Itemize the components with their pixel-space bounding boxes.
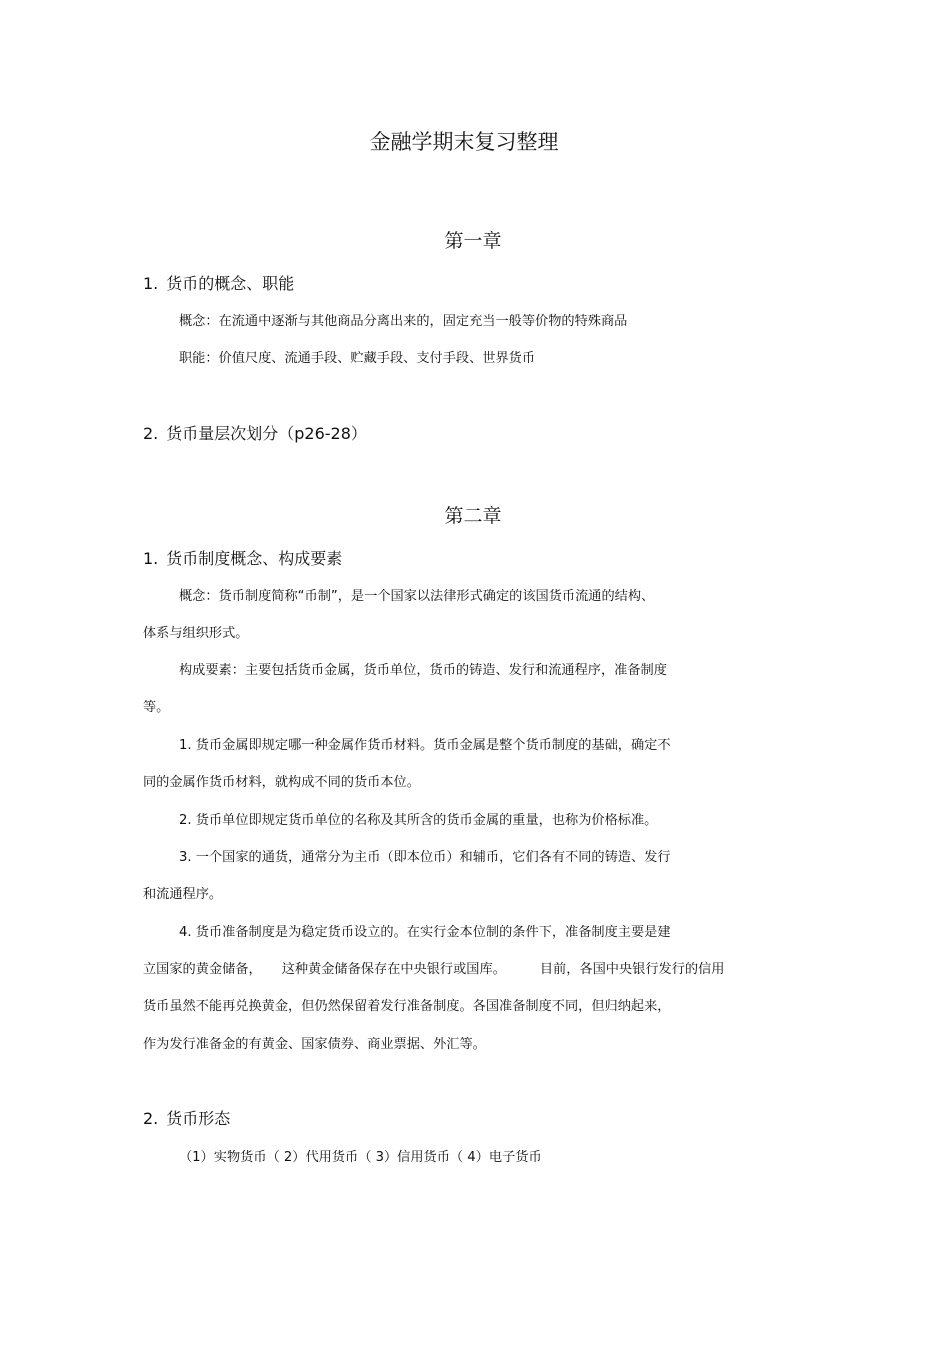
paragraph-line: 3. 一个国家的通货，通常分为主币（即本位币）和辅币，它们各有不同的铸造、发行 bbox=[179, 850, 671, 865]
section-number: 1. bbox=[143, 549, 159, 568]
paragraph-line bbox=[143, 960, 725, 980]
paragraph-line: 和流通程序。 bbox=[143, 887, 223, 902]
paragraph-line: 概念：货币制度简称“币制”，是一个国家以法律形式确定的该国货币流通的结构、 bbox=[179, 589, 655, 604]
text-segment: 目前，各国中央银行发行的信用 bbox=[539, 962, 725, 977]
paragraph-line: 概念：在流通中逐渐与其他商品分离出来的，固定充当一般等价物的特殊商品 bbox=[179, 314, 628, 329]
section-heading bbox=[143, 272, 294, 296]
paragraph-line: 构成要素：主要包括货币金属，货币单位，货币的铸造、发行和流通程序，准备制度 bbox=[179, 663, 667, 678]
section-number: 1. bbox=[143, 274, 159, 293]
chapter-heading-2: 第二章 bbox=[444, 505, 502, 527]
paragraph-line: 货币虽然不能再兑换黄金，但仍然保留着发行准备制度。各国准备制度不同，但归纳起来， bbox=[143, 999, 671, 1014]
section-heading bbox=[143, 422, 367, 446]
document-title: 金融学期末复习整理 bbox=[369, 130, 559, 154]
section-number: 2. bbox=[143, 424, 159, 443]
section-title: 货币形态 bbox=[166, 1109, 231, 1128]
section-heading bbox=[143, 1107, 230, 1131]
paragraph-line: 职能：价值尺度、流通手段、贮藏手段、支付手段、世界货币 bbox=[179, 351, 536, 366]
section-title: 货币的概念、职能 bbox=[166, 274, 295, 293]
section-number: 2. bbox=[143, 1109, 159, 1128]
paragraph-line: 体系与组织形式。 bbox=[143, 626, 249, 641]
paragraph-line: 2. 货币单位即规定货币单位的名称及其所含的货币金属的重量，也称为价格标准。 bbox=[179, 813, 658, 828]
paragraph-line: 等。 bbox=[143, 700, 170, 715]
section-title: 货币制度概念、构成要素 bbox=[166, 549, 343, 568]
text-segment: 这种黄金储备保存在中央银行或国库。 bbox=[281, 962, 506, 977]
paragraph-line: 同的金属作货币材料，就构成不同的货币本位。 bbox=[143, 775, 420, 790]
paragraph-line: 作为发行准备金的有黄金、国家债券、商业票据、外汇等。 bbox=[143, 1037, 486, 1052]
section-title: 货币量层次划分（p26-28） bbox=[166, 424, 367, 443]
paragraph-line: 1. 货币金属即规定哪一种金属作货币材料。货币金属是整个货币制度的基础，确定不 bbox=[179, 738, 671, 753]
chapter-heading-1: 第一章 bbox=[444, 230, 502, 252]
paragraph-line: （1）实物货币（ 2）代用货币（ 3）信用货币（ 4）电子货币 bbox=[179, 1150, 542, 1165]
text-segment: 立国家的黄金储备， bbox=[143, 962, 262, 977]
paragraph-line: 4. 货币准备制度是为稳定货币设立的。在实行金本位制的条件下，准备制度主要是建 bbox=[179, 925, 671, 940]
section-heading bbox=[143, 547, 342, 571]
